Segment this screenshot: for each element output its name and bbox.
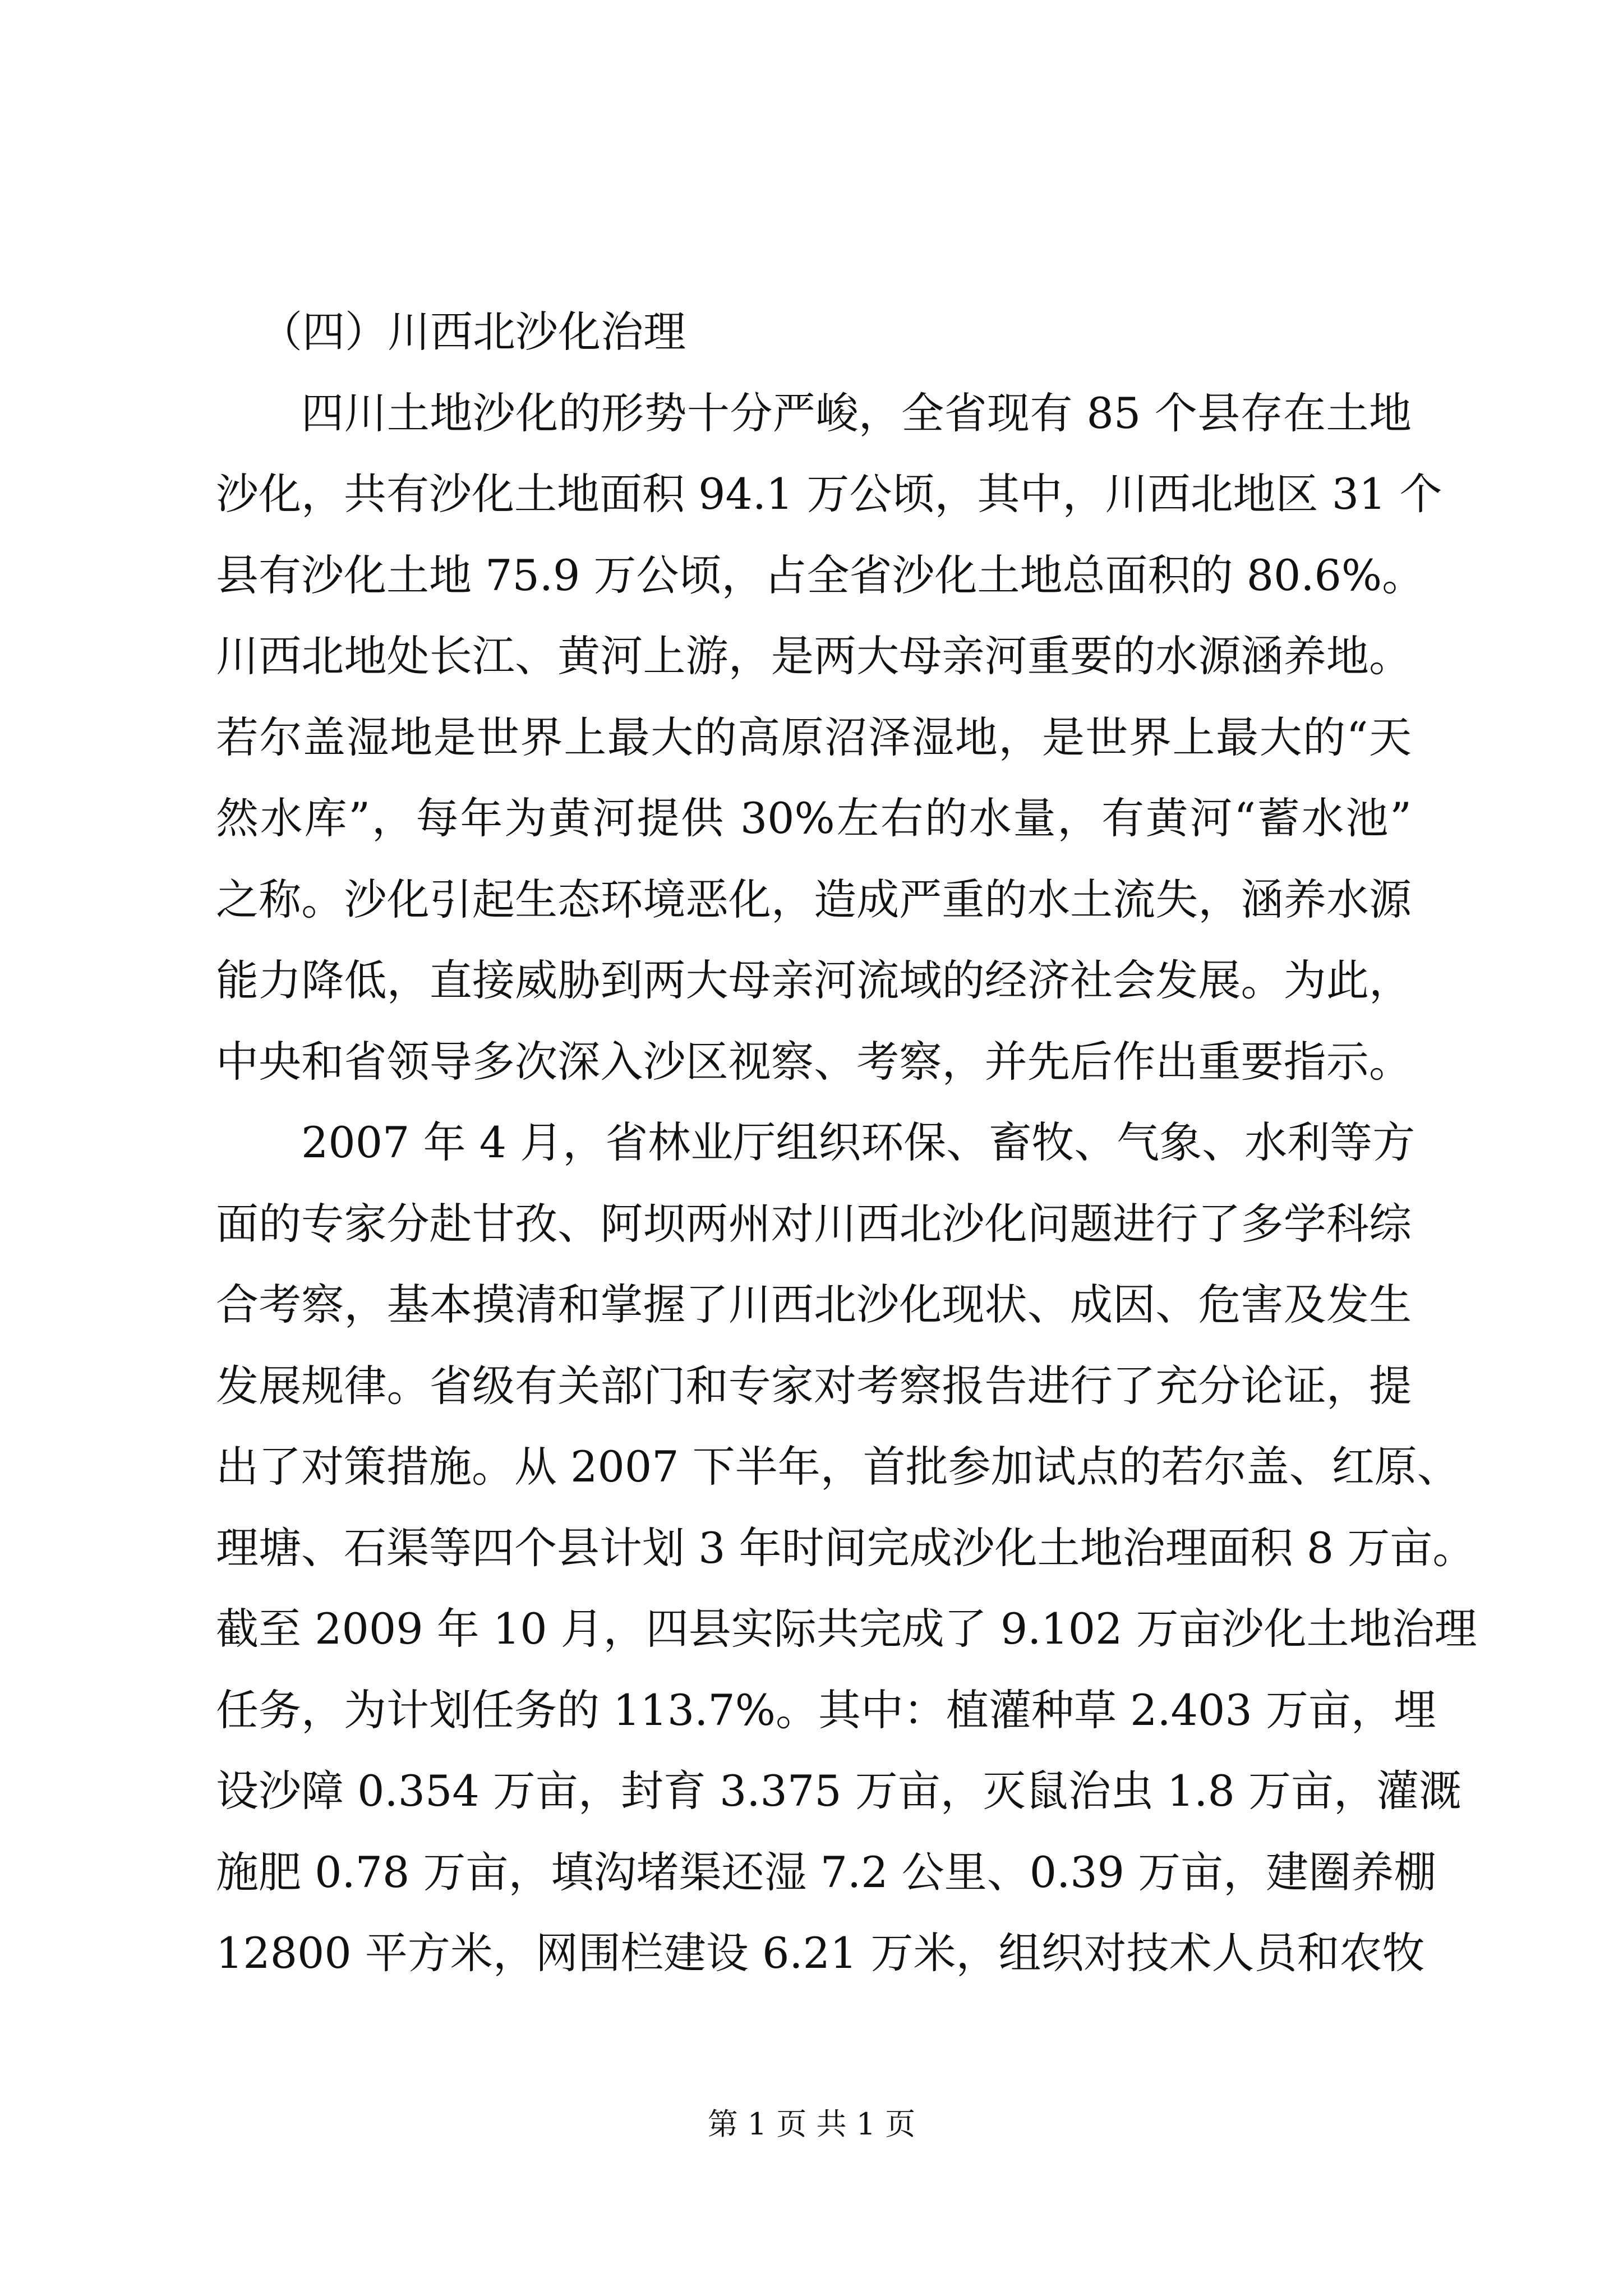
text-line: 合考察，基本摸清和掌握了川西北沙化现状、成因、危害及发生 <box>216 1280 1412 1329</box>
text-line: 四川土地沙化的形势十分严峻，全省现有 85 个县存在土地 <box>301 388 1412 438</box>
text-line: 川西北地处长江、黄河上游，是两大母亲河重要的水源涵养地。 <box>216 631 1412 681</box>
page-footer: 第 1 页 共 1 页 <box>707 2106 916 2142</box>
text-line: 理塘、石渠等四个县计划 3 年时间完成沙化土地治理面积 8 万亩。 <box>216 1522 1476 1573</box>
text-line: 然水库”，每年为黄河提供 30%左右的水量，有黄河“蓄水池” <box>216 793 1412 843</box>
text-line: 发展规律。省级有关部门和专家对考察报告进行了充分论证，提 <box>216 1360 1412 1411</box>
text-line: 设沙障 0.354 万亩，封育 3.375 万亩，灭鼠治虫 1.8 万亩，灌溉 <box>216 1766 1461 1816</box>
text-line: 中央和省领导多次深入沙区视察、考察，并先后作出重要指示。 <box>216 1036 1412 1087</box>
text-line: 12800 平方米，网围栏建设 6.21 万米，组织对技术人员和农牧 <box>216 1928 1425 1978</box>
text-line: 截至 2009 年 10 月，四县实际共完成了 9.102 万亩沙化土地治理 <box>216 1604 1477 1654</box>
paragraph-2 <box>216 1102 1477 1994</box>
text-line: 能力降低，直接威胁到两大母亲河流域的经济社会发展。为此， <box>216 955 1412 1005</box>
text-line: 之称。沙化引起生态环境恶化，造成严重的水土流失，涵养水源 <box>216 874 1412 924</box>
text-line: 2007 年 4 月，省林业厅组织环保、畜牧、气象、水利等方 <box>301 1117 1415 1167</box>
body-text <box>216 292 1477 1994</box>
section-heading: （四）川西北沙化治理 <box>260 307 686 357</box>
text-line: 若尔盖湿地是世界上最大的高原沼泽湿地，是世界上最大的“天 <box>216 712 1412 762</box>
text-line: 施肥 0.78 万亩，填沟堵渠还湿 7.2 公里、0.39 万亩，建圈养棚 <box>216 1847 1437 1897</box>
text-line: 县有沙化土地 75.9 万公顷，占全省沙化土地总面积的 80.6%。 <box>216 550 1425 600</box>
text-line: 任务，为计划任务的 113.7%。其中：植灌种草 2.403 万亩，埋 <box>216 1685 1436 1735</box>
text-line: 出了对策措施。从 2007 下半年，首批参加试点的若尔盖、红原、 <box>216 1442 1460 1492</box>
text-line: 面的专家分赴甘孜、阿坝两州对川西北沙化问题进行了多学科综 <box>216 1198 1412 1249</box>
text-line: 沙化，共有沙化土地面积 94.1 万公顷，其中，川西北地区 31 个 <box>216 469 1442 519</box>
paragraph-1 <box>216 373 1442 1103</box>
